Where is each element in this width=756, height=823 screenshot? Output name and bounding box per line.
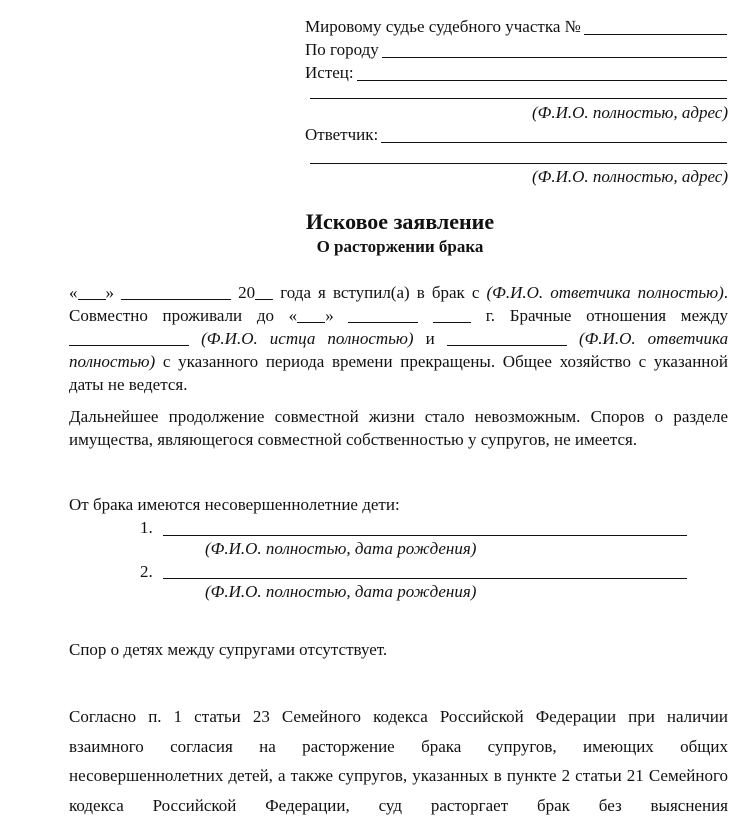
judge-line (305, 16, 727, 39)
defendant-name-blank[interactable] (447, 330, 567, 346)
city-blank[interactable] (382, 41, 727, 58)
children-intro: От брака имеются несовершеннолетние дети: (69, 495, 400, 514)
plaintiff-blank[interactable] (357, 64, 727, 81)
plaintiff-label: Истец: (305, 63, 354, 82)
child-2-number: 2. (140, 562, 153, 581)
month-blank[interactable] (121, 284, 231, 300)
end-day-blank[interactable] (297, 307, 325, 323)
document-title: Исковое заявление (305, 209, 495, 234)
end-month-blank[interactable] (348, 307, 418, 323)
defendant-label: Ответчик: (305, 125, 379, 144)
plaintiff-line (305, 62, 727, 85)
cohabitation-text: . Совместно проживали до « (69, 283, 729, 325)
quote-close-2: » (325, 305, 334, 325)
judge-label: Мировому судье судебного участка № (305, 17, 581, 36)
and-text: и (425, 328, 435, 348)
paragraph-no-dispute: Спор о детях между супругами отсутствует. (69, 640, 388, 659)
child-2-caption: (Ф.И.О. полностью, дата рождения) (205, 582, 477, 601)
defendant-fio-hint-2: (Ф.И.О. ответчика полностью) (69, 328, 729, 371)
child-1-blank[interactable] (163, 535, 687, 536)
quote-open: « (69, 283, 78, 302)
city-line (305, 39, 727, 62)
quote-close: » (105, 283, 114, 302)
paragraph-marriage (69, 282, 728, 397)
termination-text: с указанного периода времени прекращены. Общее хозяйство с указанной даты не ведется. (69, 351, 729, 394)
court-number-blank[interactable] (584, 18, 727, 35)
defendant-blank[interactable] (381, 126, 727, 143)
plaintiff-name-blank[interactable] (69, 330, 189, 346)
defendant-fio-hint: (Ф.И.О. ответчика полностью) (486, 283, 724, 302)
plaintiff-caption: (Ф.И.О. полностью, адрес) (532, 103, 728, 122)
day-blank[interactable] (78, 284, 106, 300)
child-1-caption: (Ф.И.О. полностью, дата рождения) (205, 539, 477, 558)
child-1-number: 1. (140, 518, 153, 537)
plaintiff-fio-hint: (Ф.И.О. истца полностью) (201, 328, 414, 348)
document-subtitle: О расторжении брака (316, 237, 484, 256)
city-label: По городу (305, 40, 379, 59)
child-2-blank[interactable] (163, 578, 687, 579)
defendant-address-blank[interactable] (310, 163, 727, 164)
end-year-blank[interactable] (433, 307, 471, 323)
defendant-caption: (Ф.И.О. полностью, адрес) (532, 167, 728, 186)
defendant-line (305, 124, 727, 147)
paragraph-family-code: Согласно п. 1 статьи 23 Семейного кодекса Российской Федерации при наличии взаимного согласия на расторжение брака супругов, имеющих общих несовершеннолетних детей, а также супругов, указанных в пункте 2 статьи 21 Семейного кодекса Российской Федерации, суд расторгает брак без выяснения (69, 707, 728, 815)
year-blank[interactable] (255, 284, 273, 300)
plaintiff-address-blank[interactable] (310, 98, 727, 99)
paragraph-cohabitation: Дальнейшее продолжение совместной жизни стало невозможным. Споров о разделе имущества, являющегося совместной собственностью у супругов, не имеется. (69, 407, 728, 449)
marriage-text: года я вступил(а) в брак с (280, 283, 480, 302)
relations-text: г. Брачные отношения между (485, 305, 729, 325)
year-prefix: 20 (238, 283, 256, 302)
